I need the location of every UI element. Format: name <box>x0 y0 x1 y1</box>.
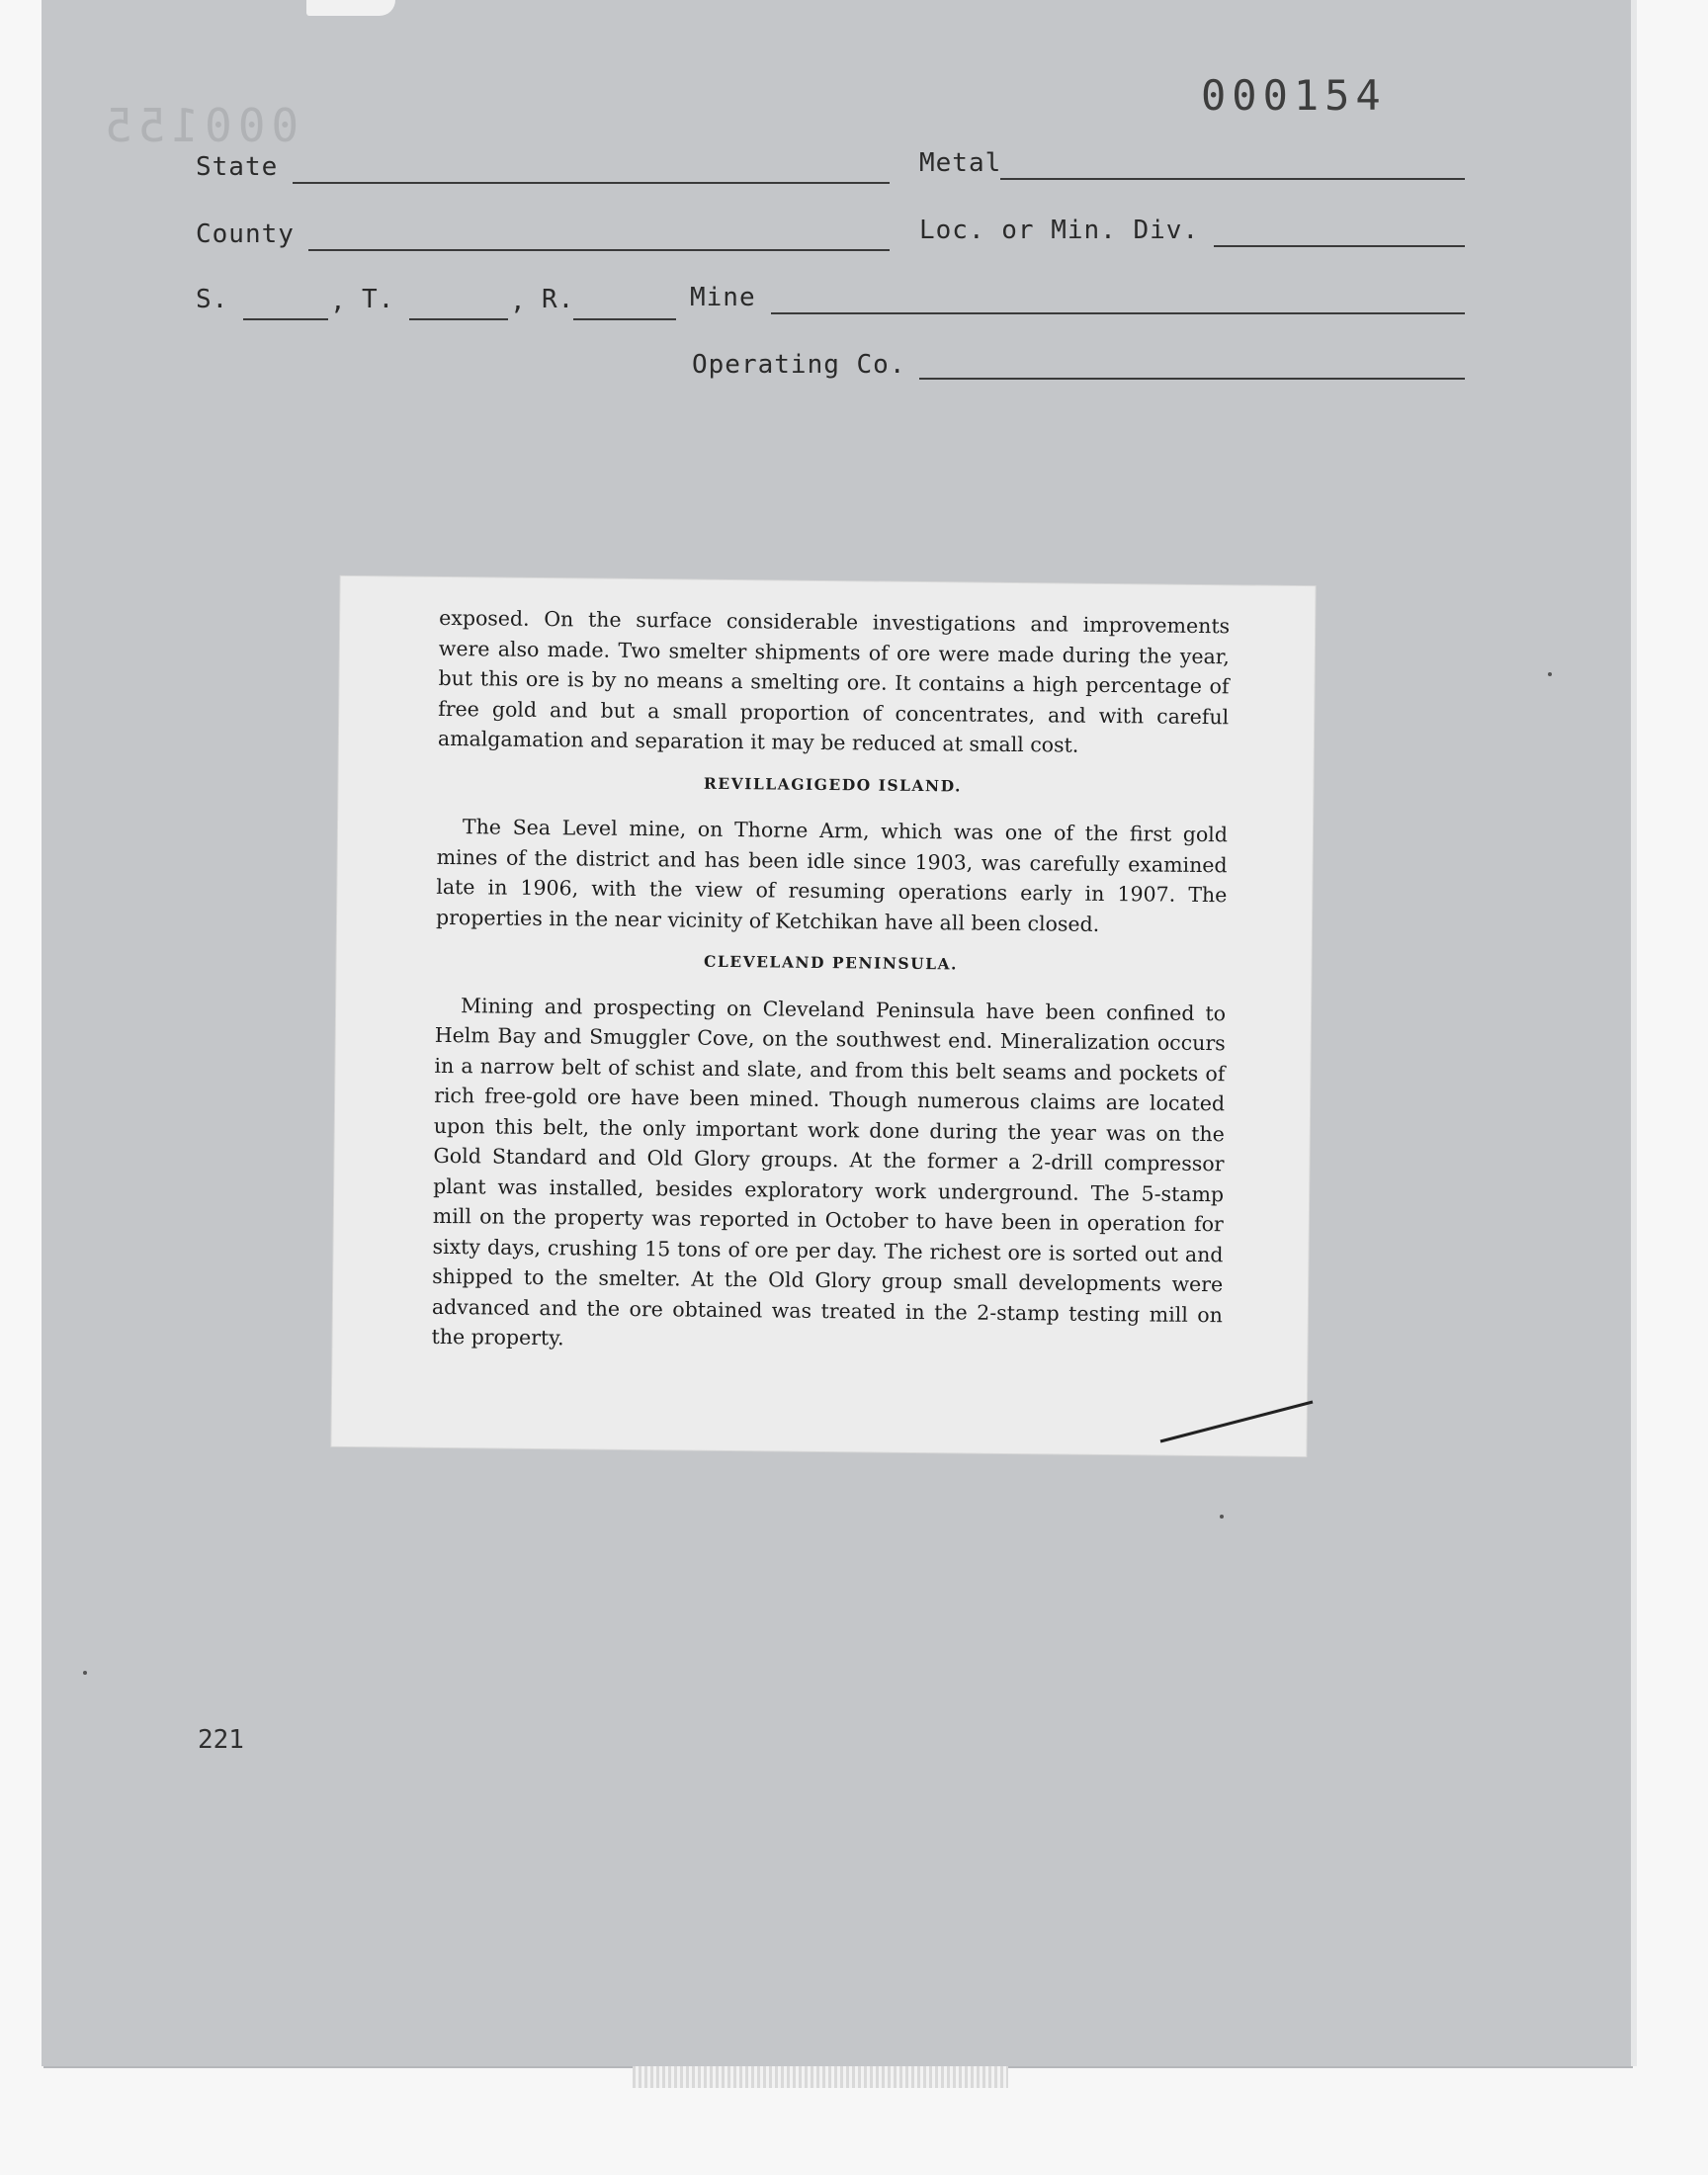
range-field[interactable] <box>573 318 676 320</box>
document-number: 000154 <box>1201 71 1387 120</box>
ghost-document-number: 000155 <box>99 99 299 152</box>
section-heading-cleveland: CLEVELAND PENINSULA. <box>704 951 959 974</box>
comma: , <box>330 287 347 316</box>
clipping-paragraph-3: Mining and prospecting on Cleveland Peninsula have been confined to Helm Bay and Smuggler Cove, on the southwest end. Mineralization occurs in a narrow belt of schist and slate, and from this belt seams and pockets of rich free-gold ore have been mined. Though numerous claims are located upon this belt, the only important work done during the year was on the Gold Standard and Old Glory groups. At the former a 2-drill compressor plant was installed, besides exploratory work underground. The 5-stamp mill on the property was reported in October to have been in operation for sixty days, crushing 15 tons of ore per day. The richest ore is sorted out and shipped to the smelter. At the Old Glory group small developments were advanced and the ore obtained was treated in the 2-stamp testing mill on the property. <box>431 993 1227 1350</box>
county-field[interactable] <box>308 249 890 251</box>
section-heading-revillagigedo: REVILLAGIGEDO ISLAND. <box>703 773 963 795</box>
section-field[interactable] <box>243 318 328 320</box>
section-label: S. <box>196 285 229 314</box>
mine-field[interactable] <box>771 312 1465 314</box>
pen-mark <box>1158 1398 1317 1447</box>
pasted-clipping <box>331 576 1315 1456</box>
card-edge <box>1631 0 1637 2066</box>
speck <box>1548 672 1552 676</box>
operating-co-field[interactable] <box>919 378 1465 380</box>
clipping-paragraph-2: The Sea Level mine, on Thorne Arm, which was one of the first gold mines of the district and has been idle since 1903, was carefully examined late in 1906, with the view of resuming operations early in 1907. The properties in the near vicinity of Ketchikan have all been closed. <box>435 815 1229 936</box>
metal-label: Metal <box>919 148 1002 178</box>
metal-field[interactable] <box>1000 178 1465 180</box>
township-field[interactable] <box>409 318 508 320</box>
clipping-text <box>431 603 1230 1360</box>
loc-field[interactable] <box>1214 245 1465 247</box>
comma: , <box>510 287 527 316</box>
paper-tear <box>306 0 395 16</box>
speck <box>1220 1515 1224 1519</box>
loc-label: Loc. or Min. Div. <box>919 216 1200 245</box>
scan-artifact <box>633 2066 1008 2088</box>
speck <box>83 1671 87 1675</box>
state-field[interactable] <box>293 182 890 184</box>
range-label: R. <box>542 285 575 314</box>
mine-label: Mine <box>690 283 756 312</box>
county-label: County <box>196 219 295 249</box>
clipping-paragraph-1: exposed. On the surface considerable investigations and improvements were also made. Two smelter shipments of ore were made during the year, but this ore is by no means a smelting ore. It contains a high percentage of free gold and but a small proportion of concentrates, and with careful amalgamation and separation it may be reduced at small cost. <box>437 605 1231 757</box>
page-number: 221 <box>198 1725 244 1755</box>
state-label: State <box>196 152 279 182</box>
operating-co-label: Operating Co. <box>692 350 906 380</box>
township-label: T. <box>362 285 395 314</box>
